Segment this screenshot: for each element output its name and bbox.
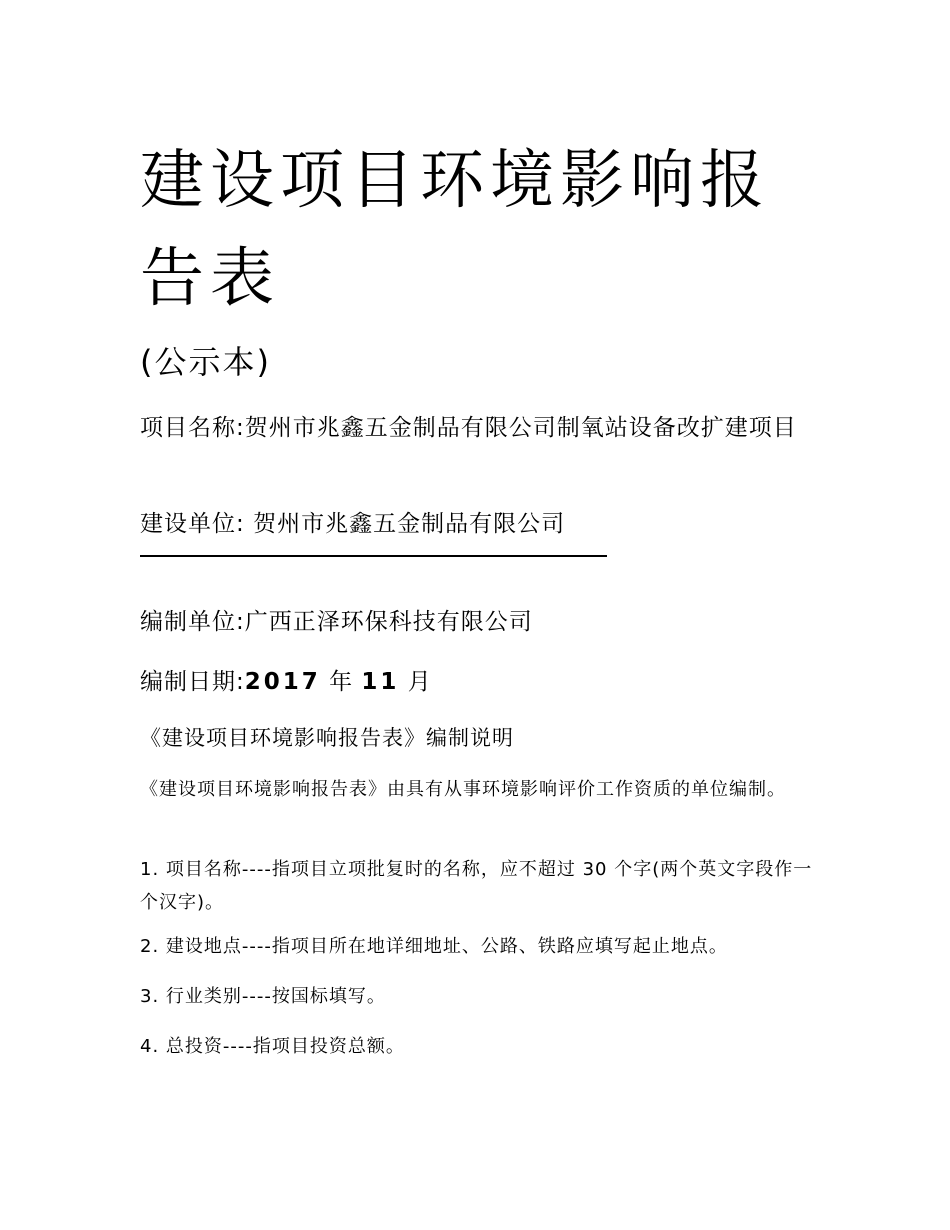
project-name-value: 贺州市兆鑫五金制品有限公司制氧站设备改扩建项目 [244,415,797,441]
document-title: 建设项目环境影响报告表 [140,144,770,316]
builder-value: 贺州市兆鑫五金制品有限公司 [253,511,566,537]
compiler-label: 编制单位: [140,609,245,635]
instructions-heading: 《建设项目环境影响报告表》编制说明 [140,726,514,750]
builder-label: 建设单位: [140,511,254,537]
instruction-item: 3. 行业类别----按国标填写。 [140,986,386,1007]
builder-line [140,504,820,544]
date-month: 11 [361,669,400,695]
instruction-item: 2. 建设地点----指项目所在地详细地址、公路、铁路应填写起止地点。 [140,936,728,957]
compiler-value: 广西正泽环保科技有限公司 [244,609,533,635]
project-name-label: 项目名称: [140,415,245,441]
compiler-line [140,602,820,642]
date-line [140,662,820,702]
date-year-unit: 年 [329,669,354,695]
document-subtitle: (公示本) [140,343,271,381]
date-year: 2017 [244,669,321,695]
project-name-line [140,408,820,448]
builder-underline [140,555,607,557]
date-month-unit: 月 [407,669,432,695]
instruction-item: 4. 总投资----指项目投资总额。 [140,1036,405,1057]
date-label: 编制日期: [140,669,245,695]
instructions-intro: 《建设项目环境影响报告表》由具有从事环境影响评价工作资质的单位编制。 [140,779,786,800]
instruction-item: 1. 项目名称----指项目立项批复时的名称，应不超过 30 个字(两个英文字段作一个汉字)。 [140,859,813,913]
